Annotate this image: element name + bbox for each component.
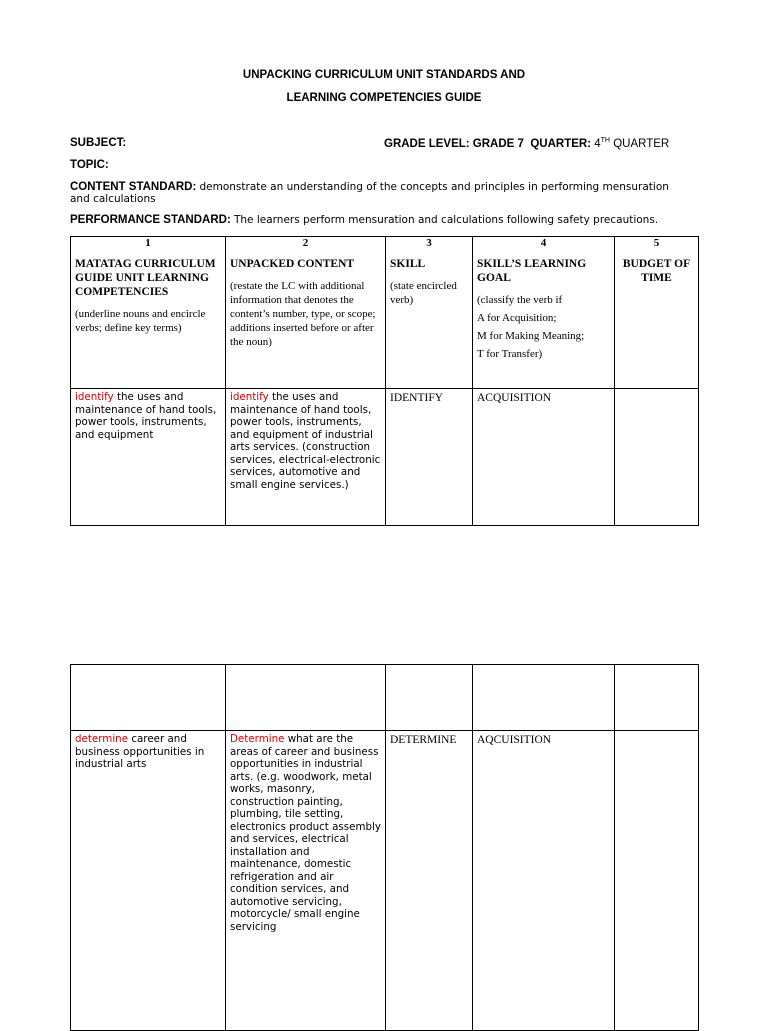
column-number-row	[71, 237, 699, 252]
performance-standard	[70, 214, 658, 226]
budget-of-time-cell	[615, 731, 699, 1031]
unpacked-content-cell: identify the uses and maintenance of hand tools, power tools, instruments, and equipment of industrial arts services. (construction services, electrical-electronic services, automotive and small engine services.)	[226, 389, 386, 526]
header-learning-goal: SKILL’S LEARNING GOAL (classify the verb if A for Acquisition; M for Making Meaning; T for Transfer)	[473, 251, 615, 389]
content-standard	[70, 181, 690, 205]
table-row	[71, 389, 699, 526]
quarter-number: 4	[594, 137, 601, 150]
performance-standard-text: The learners perform mensuration and calculations following safety precautions.	[233, 214, 659, 226]
skill-cell: DETERMINE	[386, 731, 473, 1031]
column-number: 5	[615, 237, 699, 252]
competencies-table-continued	[70, 664, 699, 1031]
content-standard-label: CONTENT STANDARD:	[70, 181, 197, 193]
header-unpacked-content: UNPACKED CONTENT (restate the LC with additional information that denotes the content’s number, type, or scope; additions inserted before or after the noun)	[226, 251, 386, 389]
grade-quarter-line	[384, 137, 669, 150]
unpacked-content-cell: Determine what are the areas of career and business opportunities in industrial arts. (e.g. woodwork, metal works, masonry, construction painting, plumbing, tile setting, electronics product assembly and services, electrical installation and maintenance, domestic refrigeration and air condition services, and automotive servicing, motorcycle/ small engine servicing	[226, 731, 386, 1031]
competency-cell: identify the uses and maintenance of hand tools, power tools, instruments, and equipment	[71, 389, 226, 526]
column-number: 1	[71, 237, 226, 252]
grade-level-label: GRADE LEVEL: GRADE 7	[384, 137, 524, 150]
topic-label: TOPIC:	[70, 159, 109, 171]
column-number: 3	[386, 237, 473, 252]
column-header-row	[71, 251, 699, 389]
verb-highlight: identify	[230, 391, 269, 403]
quarter-label: QUARTER:	[530, 137, 592, 150]
verb-highlight: Determine	[230, 733, 285, 745]
content-standard-text: demonstrate an understanding of the concepts and principles in performing mensuration and calculations	[70, 181, 669, 205]
header-skill: SKILL (state encircled verb)	[386, 251, 473, 389]
learning-goal-cell: ACQUISITION	[473, 389, 615, 526]
table-row	[71, 731, 699, 1031]
verb-highlight: identify	[75, 391, 114, 403]
document-title-line1: UNPACKING CURRICULUM UNIT STANDARDS AND	[242, 69, 526, 81]
learning-goal-cell: AQCUISITION	[473, 731, 615, 1031]
competency-cell: determine career and business opportunities in industrial arts	[71, 731, 226, 1031]
quarter-superscript: TH	[600, 137, 610, 144]
document-title-line2: LEARNING COMPETENCIES GUIDE	[286, 92, 482, 104]
column-number: 4	[473, 237, 615, 252]
skill-cell: IDENTIFY	[386, 389, 473, 526]
blank-header-row	[71, 665, 699, 731]
quarter-word: QUARTER	[613, 137, 670, 150]
verb-highlight: determine	[75, 733, 129, 745]
header-learning-competencies: MATATAG CURRICULUM GUIDE UNIT LEARNING COMPETENCIES (underline nouns and encircle verbs; define key terms)	[71, 251, 226, 389]
budget-of-time-cell	[615, 389, 699, 526]
subject-label: SUBJECT:	[70, 137, 127, 149]
column-number: 2	[226, 237, 386, 252]
performance-standard-label: PERFORMANCE STANDARD:	[70, 214, 231, 226]
competencies-table	[70, 236, 699, 526]
header-budget-of-time: BUDGET OF TIME	[615, 251, 699, 389]
